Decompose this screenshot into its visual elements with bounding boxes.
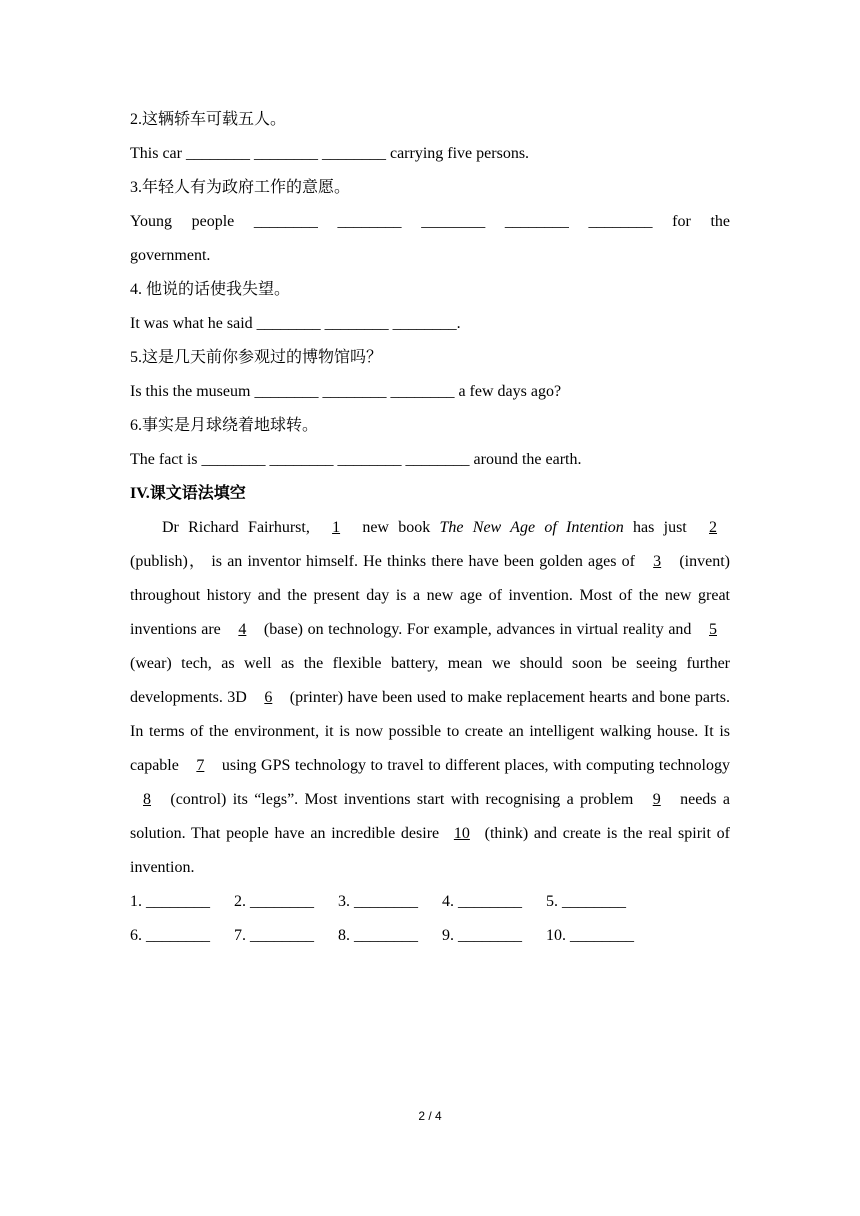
passage-text: (invent) throughout history and the present day is a new age of invention. Most of the new great inventions are xyxy=(130,553,730,638)
passage-text: using GPS technology to travel to different places, with computing technology xyxy=(217,757,731,774)
answer-row-2: 6. ________ 7. ________ 8. ________ 9. ________ 10. ________ xyxy=(130,927,634,944)
translation-item-3-chinese: 3.年轻人有为政府工作的意愿。 xyxy=(130,179,351,196)
blank-6[interactable]: 6 xyxy=(264,689,273,706)
blank-10[interactable]: 10 xyxy=(453,825,470,842)
blank-9[interactable]: 9 xyxy=(652,791,661,808)
translation-item-3-english-line1: Young people ________ ________ ________ ________ ________ for the xyxy=(130,213,730,230)
section-title: IV.课文语法填空 xyxy=(130,485,246,502)
blank-4[interactable]: 4 xyxy=(238,621,247,638)
passage-text: has just xyxy=(623,519,697,536)
translation-item-6-chinese: 6.事实是月球绕着地球转。 xyxy=(130,417,319,434)
translation-item-3-english-line2: government. xyxy=(130,247,211,264)
passage-text: needs a solution. That people have an incredible desire xyxy=(130,791,730,842)
blank-3[interactable]: 3 xyxy=(653,553,662,570)
passage-text: Dr Richard Fairhurst, xyxy=(162,519,320,536)
book-title: The New Age of Intention xyxy=(439,519,624,536)
translation-item-5-english: Is this the museum ________ ________ ________ a few days ago? xyxy=(130,383,562,400)
grammar-fill-passage xyxy=(130,511,730,885)
blank-8[interactable]: 8 xyxy=(143,791,151,808)
passage-text: (control) its “legs”. Most inventions start with recognising a problem xyxy=(164,791,640,808)
blank-7[interactable]: 7 xyxy=(196,757,205,774)
passage-text: (think) and create is the real spirit of invention. xyxy=(130,825,731,876)
translation-item-4-english: It was what he said ________ ________ ________. xyxy=(130,315,461,332)
passage-text: (publish)， is an inventor himself. He thinks there have been golden ages of xyxy=(130,553,641,570)
page-number: 2 / 4 xyxy=(418,1109,442,1123)
blank-1[interactable]: 1 xyxy=(332,519,341,536)
translation-item-4-chinese: 4. 他说的话使我失望。 xyxy=(130,281,291,298)
translation-item-6-english: The fact is ________ ________ ________ ________ around the earth. xyxy=(130,451,582,468)
translation-item-2-english: This car ________ ________ ________ carrying five persons. xyxy=(130,145,530,162)
passage-text: (base) on technology. For example, advances in virtual reality and xyxy=(259,621,696,638)
translation-item-2-chinese: 2.这辆轿车可载五人。 xyxy=(130,111,287,128)
blank-5[interactable]: 5 xyxy=(709,621,717,638)
passage-text: (wear) tech, as well as the flexible battery, mean we should soon be seeing further developments. 3D xyxy=(130,655,730,706)
answer-row-1: 1. ________ 2. ________ 3. ________ 4. ________ 5. ________ xyxy=(130,893,626,910)
passage-text: (printer) have been used to make replacement hearts and bone parts. In terms of the environment, it is now possible to create an intelligent walking house. It is capable xyxy=(130,689,731,774)
blank-2[interactable]: 2 xyxy=(709,519,718,536)
passage-text: new book xyxy=(353,519,440,536)
translation-item-5-chinese: 5.这是几天前你参观过的博物馆吗？ xyxy=(130,349,383,366)
document-body xyxy=(130,103,730,953)
